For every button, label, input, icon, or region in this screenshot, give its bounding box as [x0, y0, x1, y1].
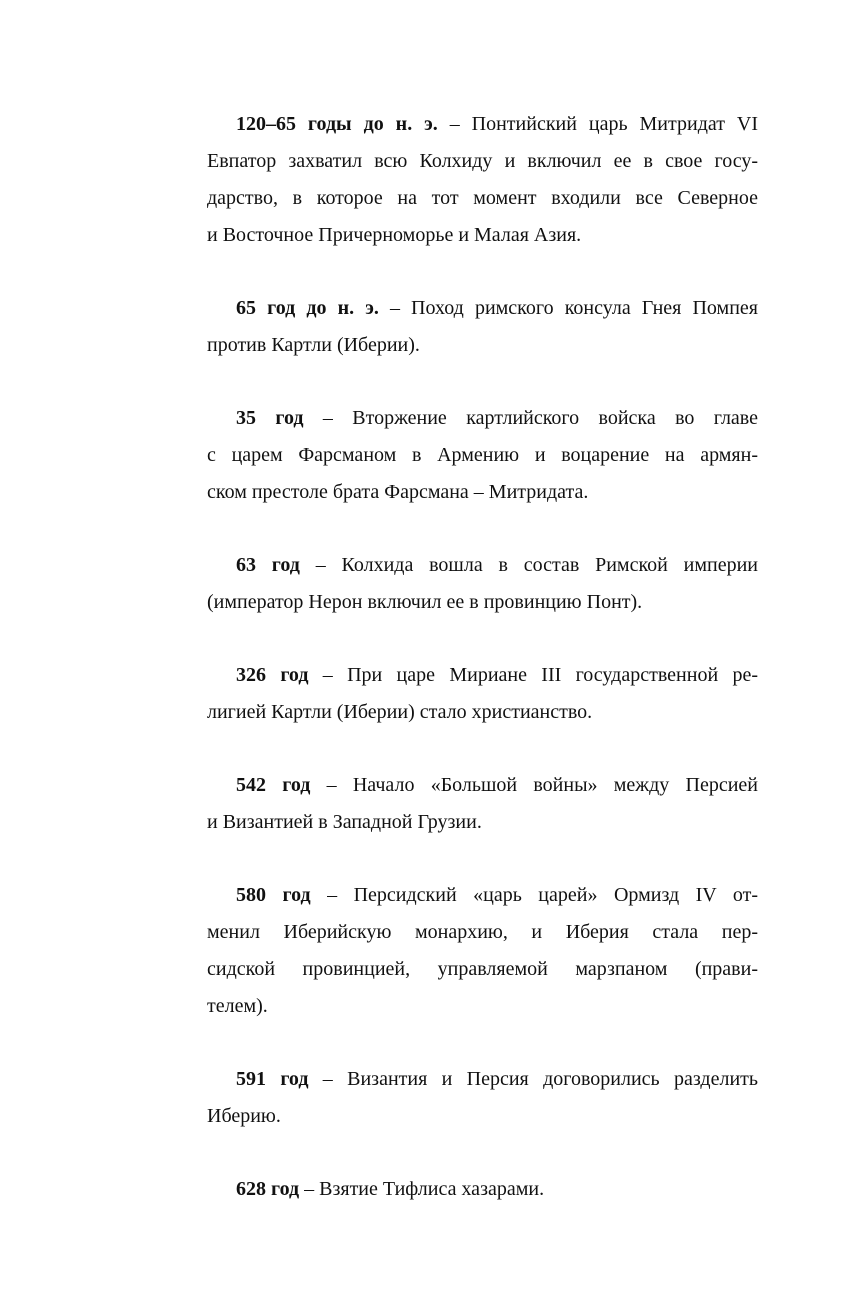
text-line: [207, 1098, 758, 1135]
text-line: [207, 584, 758, 621]
entry-text: против Картли (Иберии).: [207, 334, 420, 356]
text-line: [207, 767, 758, 804]
entry-date: 120–65 годы до н. э.: [236, 113, 438, 135]
entry-text: – Персидский «царь царей» Ормизд IV от-: [310, 884, 759, 906]
text-line: [207, 547, 758, 584]
entry-text: – Взятие Тифлиса хазарами.: [299, 1178, 545, 1200]
entry-text: – При царе Мириане III государственной ре-: [308, 664, 759, 686]
entry-text: сидской провинцией, управляемой марзпаном (прави-: [207, 958, 758, 980]
chronology-entry: [207, 400, 758, 511]
entry-text: ском престоле брата Фарсмана – Митридата.: [207, 481, 589, 503]
entry-text: Иберию.: [207, 1105, 281, 1127]
chronology-entry: [207, 657, 758, 731]
entry-date: 542 год: [236, 774, 311, 796]
text-line: [207, 400, 758, 437]
text-line: [207, 657, 758, 694]
text-line: [207, 437, 758, 474]
text-line: [207, 877, 758, 914]
chronology-entry: [207, 547, 758, 621]
text-line: [207, 694, 758, 731]
entry-date: 580 год: [236, 884, 311, 906]
chronology-entry: [207, 106, 758, 254]
text-line: [207, 474, 758, 511]
text-line: [207, 1171, 758, 1208]
entry-text: – Поход римского консула Гнея Помпея: [378, 297, 758, 319]
entry-text: дарство, в которое на тот момент входили все Северное: [207, 187, 758, 209]
text-line: [207, 914, 758, 951]
chronology-entry: [207, 290, 758, 364]
entry-text: менил Иберийскую монархию, и Иберия стала пер-: [207, 921, 758, 943]
text-line: [207, 988, 758, 1025]
chronology-entry: [207, 1171, 758, 1208]
entry-text: (император Нерон включил ее в провинцию Понт).: [207, 591, 643, 613]
entry-text: с царем Фарсманом в Армению и воцарение на армян-: [207, 444, 758, 466]
entry-date: 591 год: [236, 1068, 309, 1090]
text-line: [207, 1061, 758, 1098]
text-line: [207, 951, 758, 988]
chronology-page: [207, 106, 758, 1244]
text-line: [207, 804, 758, 841]
entry-text: лигией Картли (Иберии) стало христианство.: [207, 701, 593, 723]
entry-text: и Восточное Причерноморье и Малая Азия.: [207, 224, 582, 246]
chronology-entry: [207, 767, 758, 841]
text-line: [207, 143, 758, 180]
entry-text: – Византия и Персия договорились разделить: [308, 1068, 759, 1090]
entry-text: – Вторжение картлийского войска во главе: [303, 407, 759, 429]
entry-date: 63 год: [236, 554, 300, 576]
chronology-entry: [207, 877, 758, 1025]
entry-date: 35 год: [236, 407, 304, 429]
entry-date: 326 год: [236, 664, 309, 686]
entry-text: – Начало «Большой войны» между Персией: [310, 774, 759, 796]
entry-text: телем).: [207, 995, 268, 1017]
entry-text: – Понтийский царь Митридат VI: [437, 113, 759, 135]
text-line: [207, 106, 758, 143]
entry-date: 65 год до н. э.: [236, 297, 379, 319]
entry-date: 628 год: [236, 1178, 300, 1200]
entry-text: – Колхида вошла в состав Римской империи: [299, 554, 758, 576]
chronology-entry: [207, 1061, 758, 1135]
entry-text: Евпатор захватил всю Колхиду и включил ее в свое госу-: [207, 150, 758, 172]
text-line: [207, 290, 758, 327]
text-line: [207, 217, 758, 254]
entry-text: и Византией в Западной Грузии.: [207, 811, 482, 833]
text-line: [207, 180, 758, 217]
text-line: [207, 327, 758, 364]
